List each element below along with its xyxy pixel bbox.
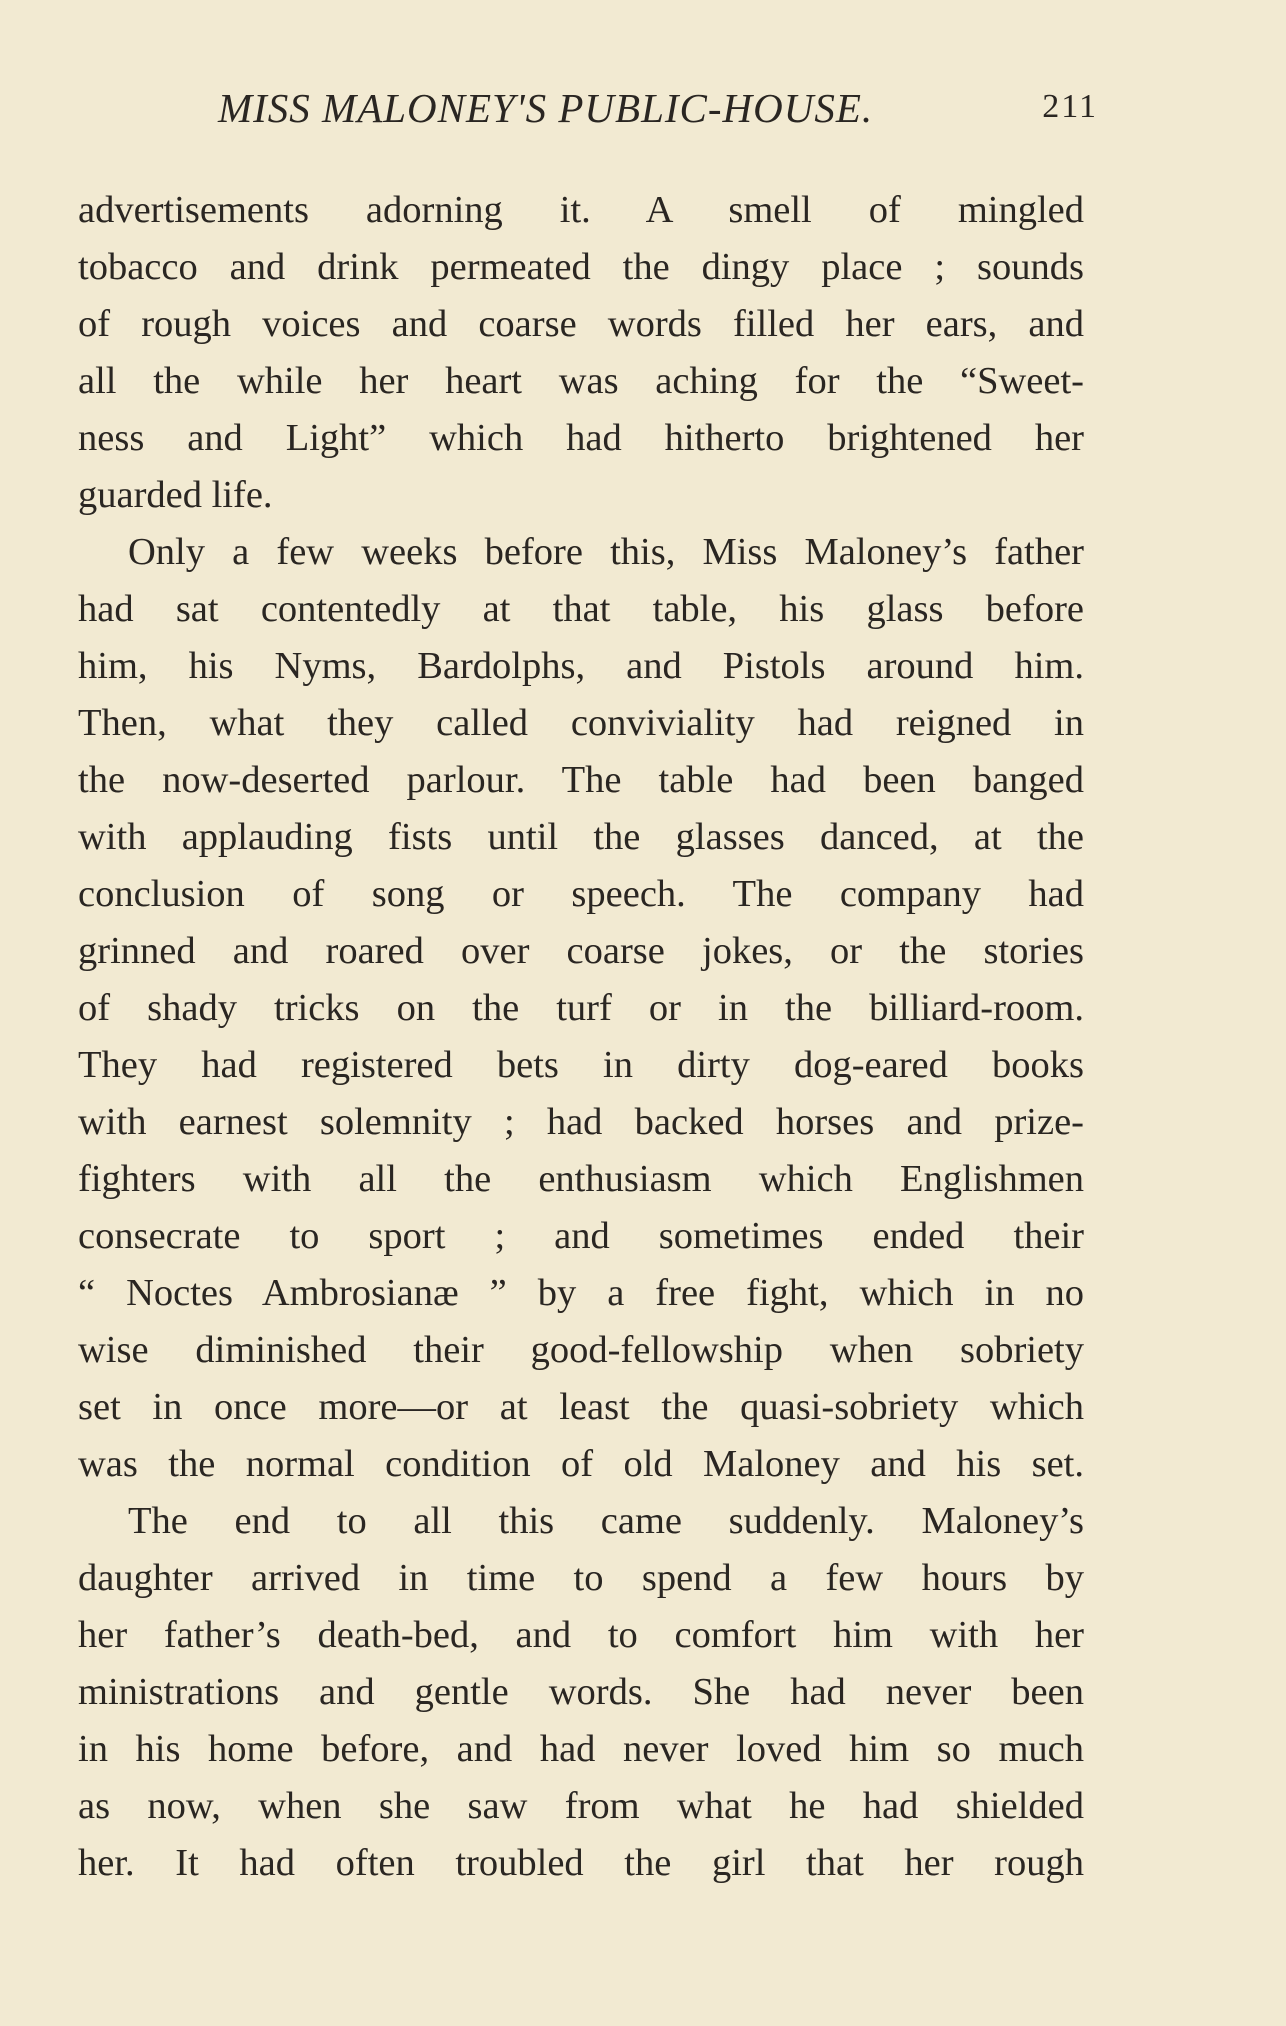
text-line: the now-deserted parlour. The table had been banged [78,759,1084,801]
text-line: guarded life. [78,474,273,516]
text-line: him, his Nyms, Bardolphs, and Pistols around him. [78,645,1084,687]
text-line: her. It had often troubled the girl that her rough [78,1842,1084,1884]
text-line: daughter arrived in time to spend a few hours by [78,1557,1084,1599]
text-line: wise diminished their good-fellowship when sobriety [78,1329,1084,1371]
text-line: Then, what they called conviviality had reigned in [78,702,1084,744]
text-line: was the normal condition of old Maloney and his set. [78,1443,1084,1485]
running-title: MISS MALONEY'S PUBLIC-HOUSE. [218,85,874,131]
text-line: all the while her heart was aching for the “Sweet- [78,360,1084,402]
text-line: The end to all this came suddenly. Maloney’s [128,1500,1084,1542]
running-head [78,84,1098,144]
text-line: her father’s death-bed, and to comfort him with her [78,1614,1084,1656]
text-line: had sat contentedly at that table, his glass before [78,588,1084,630]
text-line: set in once more—or at least the quasi-sobriety which [78,1386,1084,1428]
page-number: 211 [1042,88,1098,125]
text-line: of rough voices and coarse words filled her ears, and [78,303,1084,345]
text-line: Only a few weeks before this, Miss Maloney’s father [128,531,1084,573]
text-line: of shady tricks on the turf or in the billiard-room. [78,987,1084,1029]
text-line: with earnest solemnity ; had backed horses and prize- [78,1101,1084,1143]
text-line: consecrate to sport ; and sometimes ended their [78,1215,1084,1257]
text-line: conclusion of song or speech. The company had [78,873,1084,915]
text-line: ness and Light” which had hitherto brightened her [78,417,1084,459]
text-line: ministrations and gentle words. She had never been [78,1671,1084,1713]
text-line: grinned and roared over coarse jokes, or the stories [78,930,1084,972]
body-text [78,182,1084,1892]
text-line: “ Noctes Ambrosianæ ” by a free fight, which in no [78,1272,1084,1314]
text-line: tobacco and drink permeated the dingy place ; sounds [78,246,1084,288]
text-line: in his home before, and had never loved him so much [78,1728,1084,1770]
text-line: as now, when she saw from what he had shielded [78,1785,1084,1827]
text-line: They had registered bets in dirty dog-eared books [78,1044,1084,1086]
text-line: with applauding fists until the glasses danced, at the [78,816,1084,858]
text-line: advertisements adorning it. A smell of mingled [78,189,1084,231]
text-line: fighters with all the enthusiasm which Englishmen [78,1158,1084,1200]
